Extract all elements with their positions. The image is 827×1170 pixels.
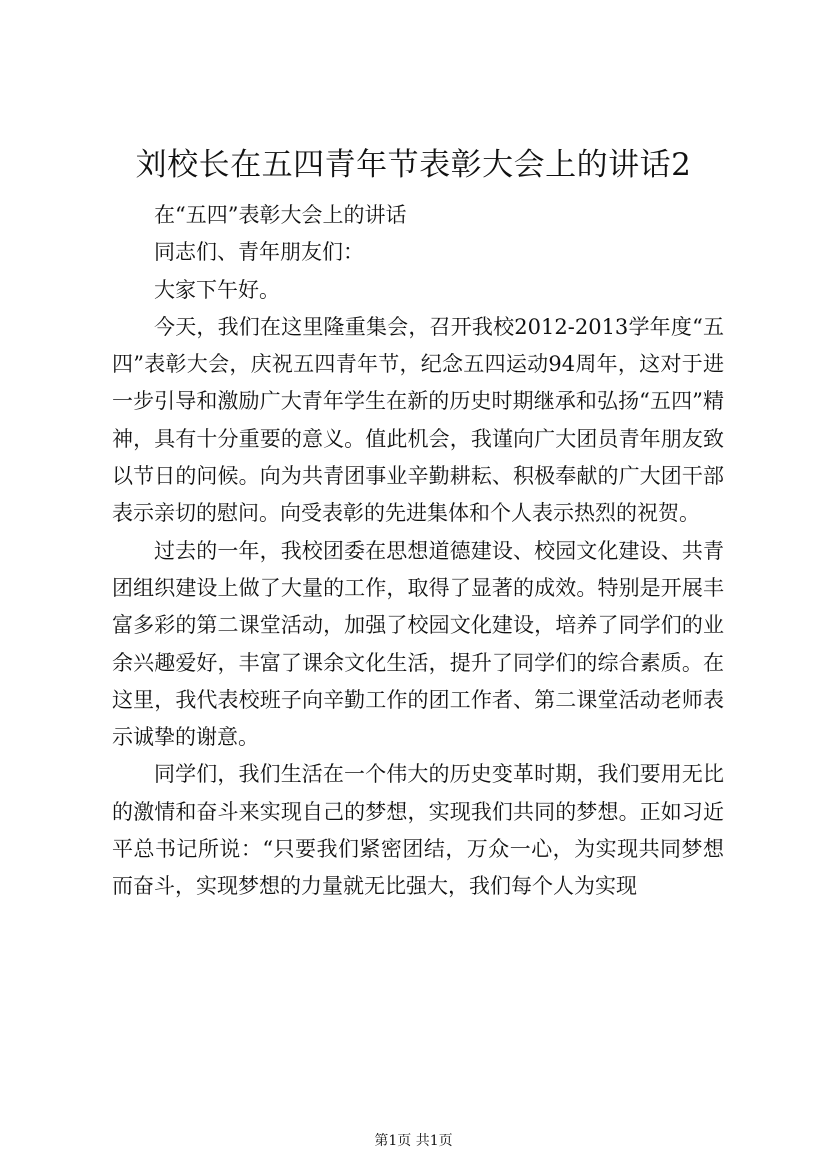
paragraph-3: 同学们，我们生活在一个伟大的历史变革时期，我们要用无比的激情和奋斗来实现自己的梦想，实现我们共同的梦想。正如习近平总书记所说：“只要我们紧密团结，万众一心，为实现共同梦想而奋斗，实现梦想的力量就无比强大，我们每个人为实现 bbox=[112, 762, 724, 899]
page-footer: 第1页 共1页 bbox=[374, 1133, 453, 1149]
paragraph-2: 过去的一年，我校团委在思想道德建设、校园文化建设、共青团组织建设上做了大量的工作，取得了显著的成效。特别是开展丰富多彩的第二课堂活动，加强了校园文化建设，培养了同学们的业余兴趣爱好，丰富了课余文化生活，提升了同学们的综合素质。在这里，我代表校班子向辛勤工作的团工作者、第二课堂活动老师表示诚挚的谢意。 bbox=[112, 538, 724, 750]
paragraph-salutation: 同志们、青年朋友们： bbox=[154, 240, 364, 265]
document-title: 刘校长在五四青年节表彰大会上的讲话2 bbox=[135, 147, 692, 183]
paragraph-1: 今天，我们在这里隆重集会，召开我校2012-2013学年度“五四”表彰大会，庆祝五四青年节，纪念五四运动94周年，这对于进一步引导和激励广大青年学生在新的历史时期继承和弘扬“五四”精神，具有十分重要的意义。值此机会，我谨向广大团员青年朋友致以节日的问候。向为共青团事业辛勤耕耘、积极奉献的广大团干部表示亲切的慰问。向受表彰的先进集体和个人表示热烈的祝贺。 bbox=[112, 314, 724, 526]
paragraph-heading: 在“五四”表彰大会上的讲话 bbox=[154, 203, 407, 227]
paragraph-greeting: 大家下午好。 bbox=[154, 277, 280, 302]
document-body bbox=[112, 197, 724, 906]
